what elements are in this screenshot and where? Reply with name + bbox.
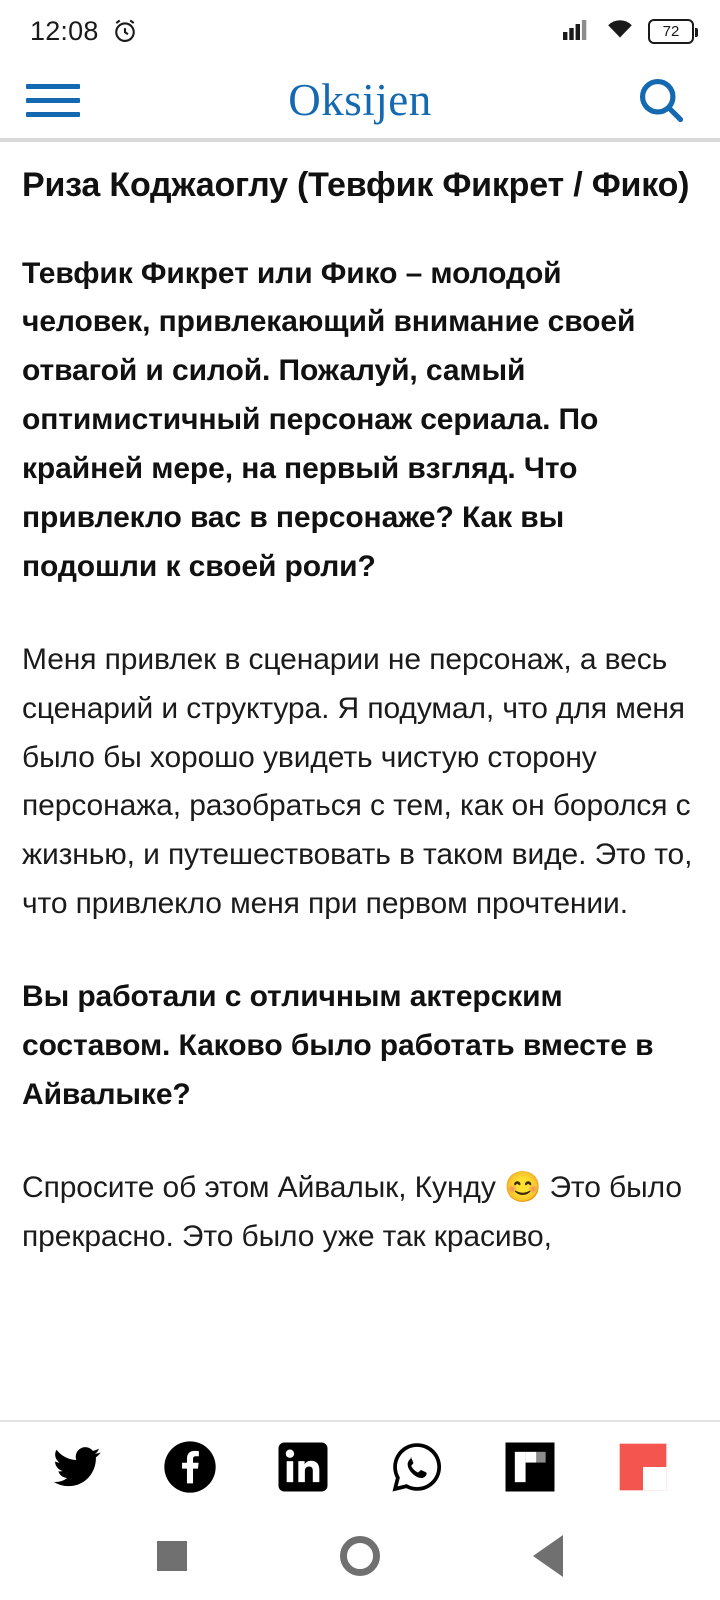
status-bar-left: [30, 16, 139, 47]
article-answer-2: Спросите об этом Айвалык, Кунду 😊 Это было прекрасно. Это было уже так красиво,: [22, 1170, 682, 1253]
cellular-signal-icon: [562, 17, 592, 46]
whatsapp-share-icon[interactable]: [386, 1436, 448, 1498]
twitter-share-icon[interactable]: [46, 1436, 108, 1498]
article-question-2: Вы работали с отличным актерским составом. Каково было работать вместе в Айвалыке?: [22, 980, 654, 1111]
hamburger-menu-icon[interactable]: [26, 80, 80, 120]
search-icon[interactable]: [634, 73, 688, 127]
system-navigation-bar: [0, 1512, 720, 1600]
page-title: Риза Коджаоглу (Тевфик Фикрет / Фико): [22, 166, 690, 204]
app-header: [0, 62, 720, 138]
home-button[interactable]: [340, 1536, 380, 1576]
article-question-1: Тевфик Фикрет или Фико – молодой человек, привлекающий внимание своей отвагой и силой. Пожалуй, самый оптимистичный персонаж сериала. По крайней мере, на первый взгляд. Что привлекло вас в персонаже? Как вы подошли к своей роли?: [22, 256, 636, 583]
battery-indicator: 72: [648, 19, 694, 44]
linkedin-share-icon[interactable]: [272, 1436, 334, 1498]
alarm-clock-icon: [111, 17, 139, 45]
article-content: [0, 142, 720, 1420]
site-logo[interactable]: Oksijen: [288, 74, 432, 125]
flipboard-share-icon[interactable]: [499, 1436, 561, 1498]
wifi-icon: [605, 17, 635, 46]
back-button[interactable]: [533, 1535, 563, 1577]
status-bar-right: [562, 17, 694, 46]
facebook-share-icon[interactable]: [159, 1436, 221, 1498]
status-clock: 12:08: [30, 15, 99, 46]
more-share-icon[interactable]: [612, 1436, 674, 1498]
share-bar: [0, 1420, 720, 1512]
status-bar: [0, 0, 720, 62]
article-answer-1: Меня привлек в сценарии не персонаж, а весь сценарий и структура. Я подумал, что для меня было бы хорошо увидеть чистую сторону персонажа, разобраться с тем, как он боролся с жизнью, и путешествовать в таком виде. Это то, что привлекло меня при первом прочтении.: [22, 642, 693, 921]
recents-button[interactable]: [157, 1541, 187, 1571]
